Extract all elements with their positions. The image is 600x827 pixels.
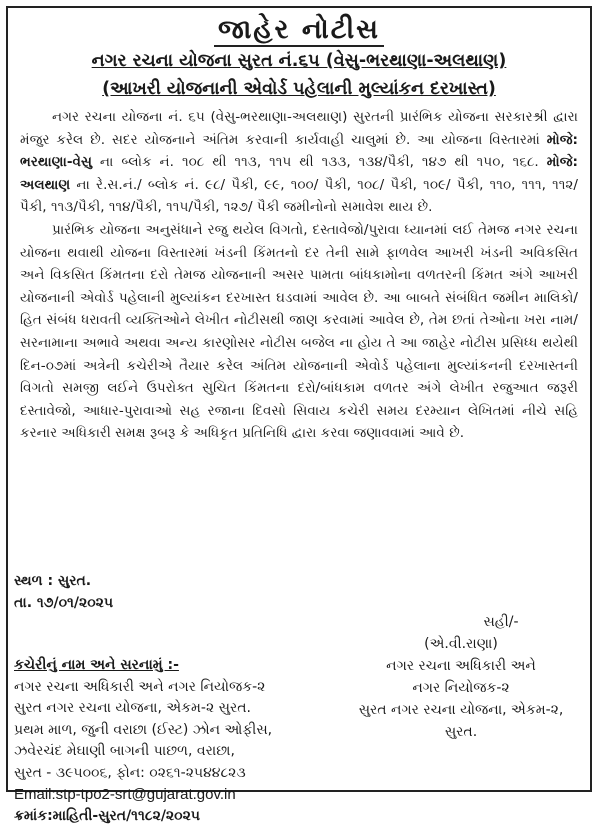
officer-title-3: સુરત નગર રચના યોજના, એકમ-૨, bbox=[336, 699, 586, 721]
signature-block bbox=[336, 611, 586, 743]
notice-number: ક્રમાંક:માહિતી-સુરત/૧૧૮૨/૨૦૨૫ bbox=[14, 806, 344, 827]
office-address-block bbox=[14, 655, 344, 827]
office-line: ઝવેરચંદ મેઘાણી બાગની પાછળ, વરાછા, bbox=[14, 741, 344, 763]
office-line: સુરત નગર રચના યોજના, એકમ-૨ સુરત. bbox=[14, 698, 344, 720]
village-bharthana-vesu: મોજે: ભરથાણા-વેસુ bbox=[20, 132, 578, 171]
proposal-subtitle: (આખરી યોજનાની એવોર્ડ પહેલાની મુલ્યાંકન દરખાસ્ત) bbox=[20, 76, 578, 102]
place-label: સ્થળ : સુરત. bbox=[14, 570, 113, 592]
date-label: તા. ૧૭/૦૧/૨૦૨૫ bbox=[14, 592, 113, 614]
office-line: પ્રથમ માળ, જુની વરાછા (ઈસ્ટ) ઝોન ઓફીસ, bbox=[14, 720, 344, 742]
office-line: નગર રચના અધિકારી અને નગર નિયોજક-૨ bbox=[14, 677, 344, 699]
office-email: Email:stp-tpo2-srt@gujarat.gov.in bbox=[14, 784, 344, 806]
officer-title-2: નગર નિયોજક-૨ bbox=[336, 677, 586, 699]
officer-name: (એ.વી.રાણા) bbox=[336, 633, 586, 655]
village-althan: મોજે: અલથાણ bbox=[20, 154, 578, 193]
officer-title-1: નગર રચના અધિકારી અને bbox=[336, 655, 586, 677]
signature-mark: સહી/- bbox=[336, 611, 586, 633]
officer-city: સુરત. bbox=[336, 721, 586, 743]
scheme-subtitle: નગર રચના યોજના સુરત નં.૬૫ (વેસુ-ભરથાણા-અલથાણ) bbox=[20, 48, 578, 74]
paragraph-scheme-details: નગર રચના યોજના નં. ૬૫ (વેસુ-ભરથાણા-અલથાણ) સુરતની પ્રારંભિક યોજના સરકારશ્રી દ્વારા મંજુર કરેલ છે. સદર યોજનાને અંતિમ કરવાની કાર્યવાહી ચાલુમાં છે. આ યોજના વિસ્તારમાં મોજે: ભરથાણા-વેસુ ના બ્લોક નં. ૧૦૮ થી ૧૧૩, ૧૧૫ થી ૧૩૩, ૧૩૪/પૈકી, ૧૪૭ થી ૧૫૦, ૧૬૮. મોજે: અલથાણ ના રે.સ.નં./ બ્લોક નં. ૯૮/ પૈકી, ૯૯, ૧૦૦/ પૈકી, ૧૦૮/ પૈકી, ૧૦૯/ પૈકી, ૧૧૦, ૧૧૧, ૧૧૨/ પૈકી, ૧૧૩/પૈકી, ૧૧૪/પૈકી, ૧૧૫/પૈકી, ૧૨૭/ પૈકી જમીનોનો સમાવેશ થાય છે. bbox=[20, 106, 578, 219]
office-phone: સુરત - ૩૯૫૦૦૬, ફોન: ૦૨૬૧-૨૫૪૪૮૨૩ bbox=[14, 763, 344, 785]
place-date-block bbox=[14, 568, 113, 614]
paragraph-valuation-notice: પ્રારંભિક યોજના અનુસંધાને રજુ થયેલ વિગતો, દસ્તાવેજો/પુરાવા ધ્યાનમાં લઈ તેમજ નગર રચના યોજના થવાથી યોજના વિસ્તારમાં ખંડની કિંમતનો દર તેની સામે ફાળવેલ આખરી ખંડની અવિકસિત અને વિકસિત કિંમતના દરો તેમજ યોજનાની અસર પામતા બાંધકામોના વળતરની કિંમત અંગે આખરી યોજનાની એવોર્ડ પહેલાની મુલ્યાંકન દરખાસ્ત ઘડવામાં આવેલ છે. આ બાબતે સંબંધિત જમીન માલિકો/હિત સંબંધ ધરાવતી વ્યક્તિઓને લેખીત નોટીસથી જાણ કરવામાં આવેલ છે, તેમ છતાં તેઓના ખરા નામ/સરનામાના અભાવે અથવા અન્ય કારણોસર નોટીસ બજેલ ના હોય તે આ જાહેર નોટીસ પ્રસિધ્ધ થયેથી દિન-૦૭માં અત્રેની કચેરીએ તૈયાર કરેલ અંતિમ યોજનાની એવોર્ડ પહેલાના મુલ્યાંકનની દરખાસ્તની વિગતો સમજી લઈને ઉપરોક્ત સુચિત કિંમતના દરો/બાંધકામ વળતર અંગે લેખીત રજુઆત જરૂરી દસ્તાવેજો, આધાર-પુરાવાઓ સહ રજાના દિવસો સિવાય કચેરી સમય દરમ્યાન લેખિતમાં નીચે સહિ કરનાર અધિકારી સમક્ષ રૂબરૂ કે અધિકૃત પ્રતિનિધિ દ્વારા કરવા જણાવવામાં આવે છે. bbox=[20, 219, 578, 445]
notice-title: જાહેર નોટીસ bbox=[20, 14, 578, 46]
office-heading: કચેરીનું નામ અને સરનામું :- bbox=[14, 655, 344, 677]
